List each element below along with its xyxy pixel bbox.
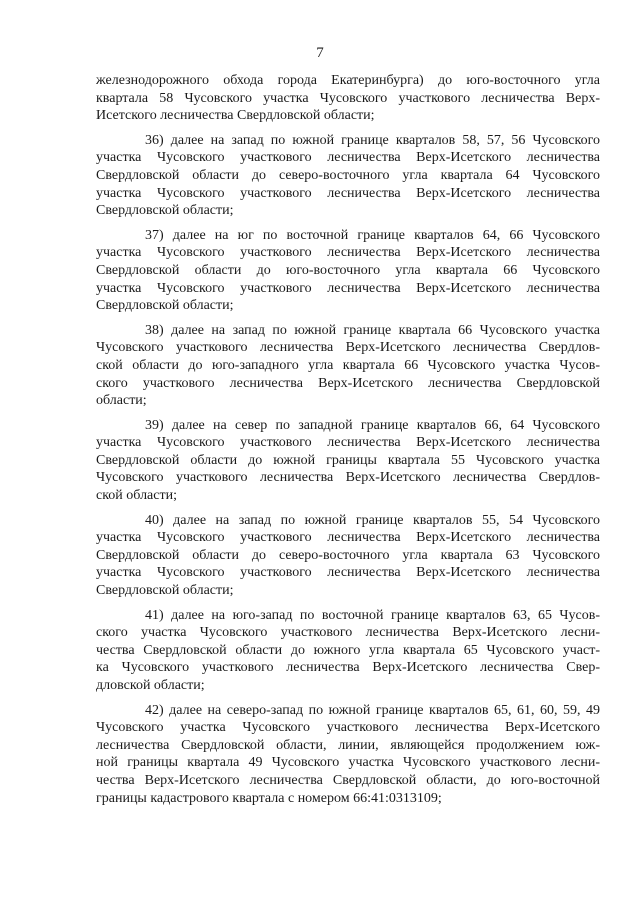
text-line: 40) далее на запад по южной границе кварталов 55, 54 Чусовского bbox=[145, 512, 600, 528]
text-line: Чусовского участка Чусовского участкового лесничества Верх-Исетского bbox=[96, 720, 600, 736]
text-line: ской области до юго-западного угла квартала 66 Чусовского участка Чусов- bbox=[96, 357, 600, 373]
text-line: Свердловской области до юго-восточного угла квартала 66 Чусовского bbox=[96, 262, 600, 278]
text-line: ной границы квартала 49 Чусовского участка Чусовского участкового лесни- bbox=[96, 755, 600, 771]
text-line: дловской области; bbox=[96, 678, 205, 693]
text-line: железнодорожного обхода города Екатеринбурга) до юго-восточного угла bbox=[96, 73, 600, 88]
text-line: участка Чусовского участкового лесничества Верх-Исетского лесничества bbox=[96, 280, 600, 296]
text-line: области; bbox=[96, 393, 147, 409]
text-line: чества Свердловской области до южного угла квартала 65 Чусовского участ- bbox=[96, 642, 600, 658]
text-line: участка Чусовского участкового лесничества Верх-Исетского лесничества bbox=[96, 185, 600, 201]
text-line: ского участка Чусовского участкового лесничества Верх-Исетского лесни- bbox=[96, 625, 600, 641]
paragraph-item-38 bbox=[96, 322, 600, 410]
text-line: 42) далее на северо-запад по южной границе кварталов 65, 61, 60, 59, 49 bbox=[145, 702, 600, 718]
text-line: чества Верх-Исетского лесничества Свердловской области, до юго-восточной bbox=[96, 772, 600, 788]
text-line: 38) далее на запад по южной границе квартала 66 Чусовского участка bbox=[145, 322, 600, 338]
text-line: 39) далее на север по западной границе кварталов 66, 64 Чусовского bbox=[145, 417, 600, 433]
text-line: участка Чусовского участкового лесничества Верх-Исетского лесничества bbox=[96, 530, 600, 546]
text-line: Свердловской области до южной границы квартала 55 Чусовского участка bbox=[96, 452, 600, 468]
text-line: участка Чусовского участкового лесничества Верх-Исетского лесничества bbox=[96, 150, 600, 166]
text-line: лесничества Свердловской области, линии, являющейся продолжением юж- bbox=[96, 737, 600, 753]
paragraph-item-41 bbox=[96, 607, 600, 695]
text-line: 36) далее на запад по южной границе кварталов 58, 57, 56 Чусовского bbox=[145, 132, 600, 148]
paragraph-cont bbox=[96, 72, 600, 125]
text-line: 41) далее на юго-запад по восточной границе кварталов 63, 65 Чусов- bbox=[145, 607, 600, 623]
paragraph-item-36 bbox=[96, 132, 600, 220]
text-line: 37) далее на юг по восточной границе кварталов 64, 66 Чусовского bbox=[145, 227, 600, 243]
text-line: Свердловской области до северо-восточного угла квартала 64 Чусовского bbox=[96, 167, 600, 183]
text-line: ка Чусовского участкового лесничества Верх-Исетского лесничества Свер- bbox=[96, 660, 600, 676]
page-number: 7 bbox=[316, 45, 324, 61]
text-line: участка Чусовского участкового лесничества Верх-Исетского лесничества bbox=[96, 245, 600, 261]
text-line: Свердловской области до северо-восточного угла квартала 63 Чусовского bbox=[96, 547, 600, 563]
paragraph-item-37 bbox=[96, 227, 600, 315]
paragraph-item-39 bbox=[96, 417, 600, 505]
text-line: Свердловской области; bbox=[96, 298, 234, 314]
paragraph-item-42 bbox=[96, 702, 600, 808]
text-line: Чусовского участкового лесничества Верх-Исетского лесничества Свердлов- bbox=[96, 470, 600, 486]
text-line: Свердловской области; bbox=[96, 583, 234, 599]
text-line: Чусовского участкового лесничества Верх-Исетского лесничества Свердлов- bbox=[96, 340, 600, 356]
text-line: ского участкового лесничества Верх-Исетского лесничества Свердловской bbox=[96, 375, 600, 391]
text-line: участка Чусовского участкового лесничества Верх-Исетского лесничества bbox=[96, 565, 600, 581]
text-line: ской области; bbox=[96, 488, 177, 504]
paragraph-item-40 bbox=[96, 512, 600, 600]
text-line: квартала 58 Чусовского участка Чусовского участкового лесничества Верх- bbox=[96, 90, 600, 106]
text-line: Свердловской области; bbox=[96, 203, 234, 219]
text-line: границы кадастрового квартала с номером 66:41:0313109; bbox=[96, 790, 442, 806]
text-line: участка Чусовского участкового лесничества Верх-Исетского лесничества bbox=[96, 435, 600, 451]
text-line: Исетского лесничества Свердловской области; bbox=[96, 108, 375, 124]
document-body bbox=[96, 72, 600, 807]
